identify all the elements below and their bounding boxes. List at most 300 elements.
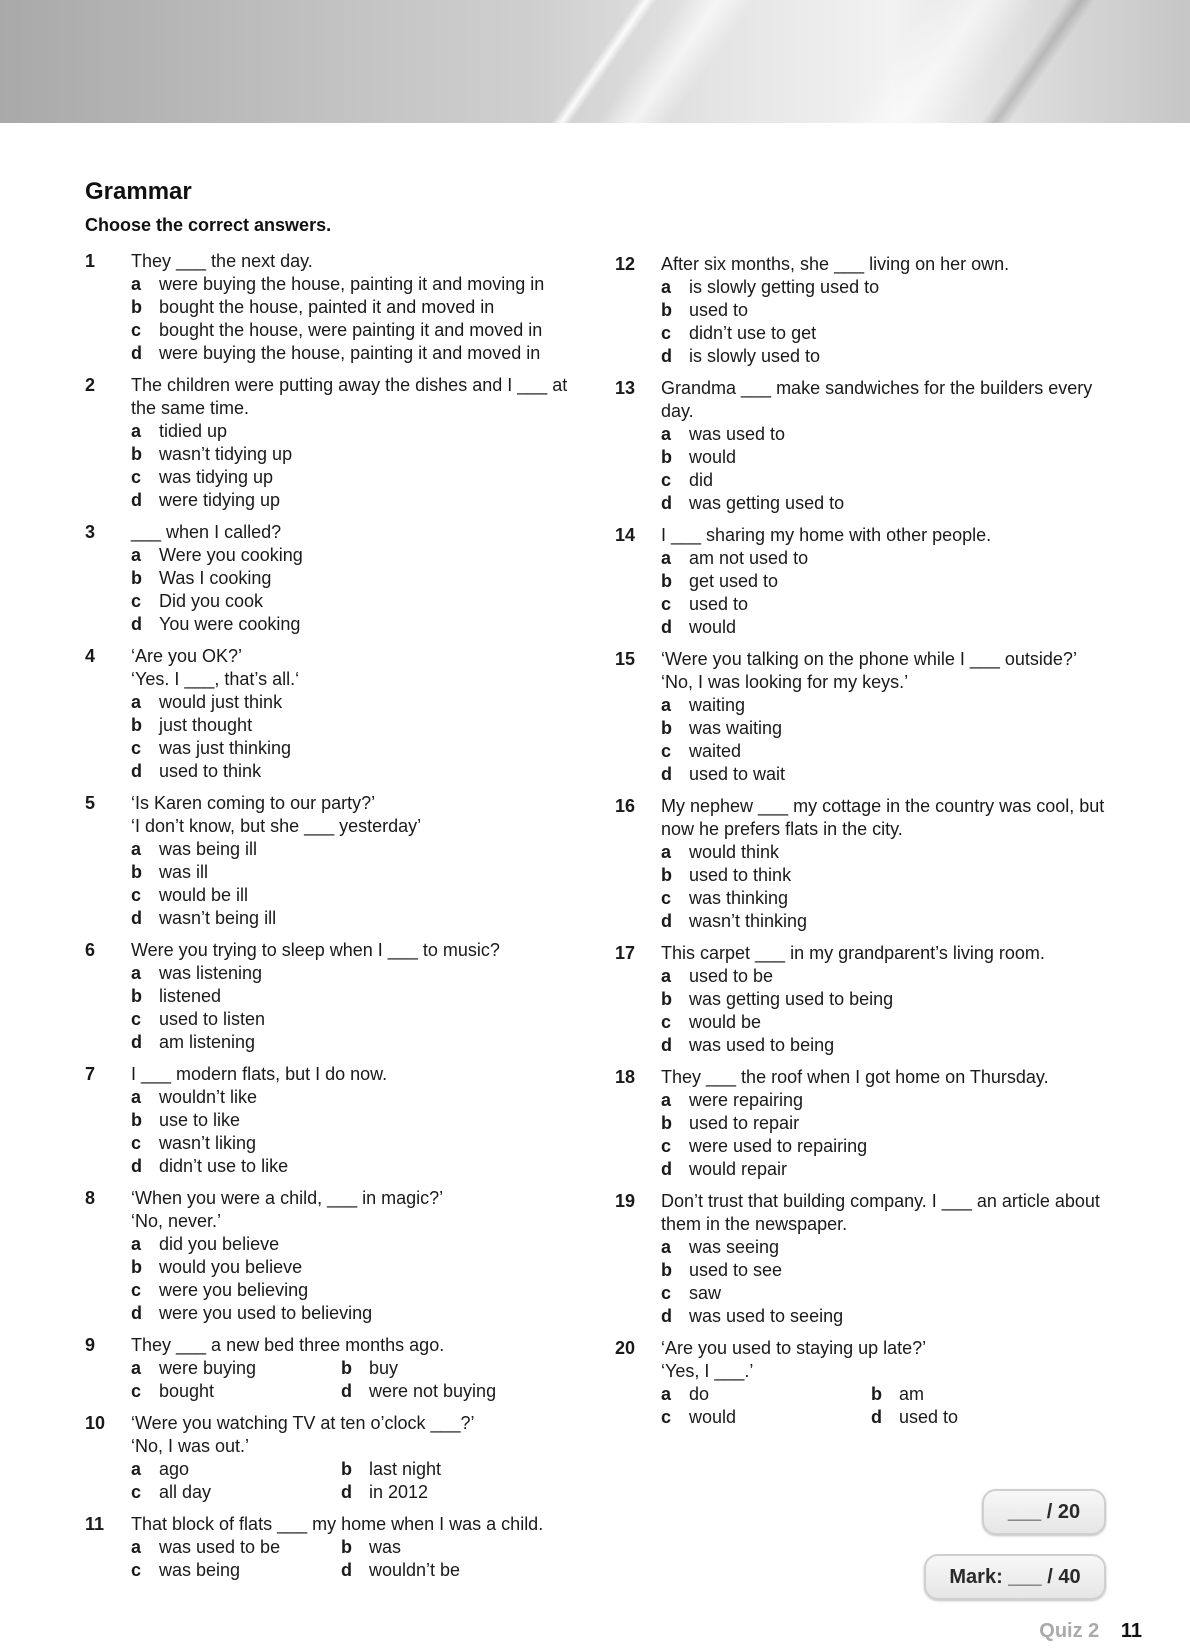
option-letter: b bbox=[661, 447, 672, 467]
question-number: 14 bbox=[615, 525, 636, 545]
answer-option[interactable] bbox=[131, 884, 585, 907]
option-letter: c bbox=[131, 885, 142, 905]
option-text: was getting used to bbox=[689, 493, 845, 513]
option-letter: a bbox=[131, 1537, 142, 1557]
option-letter: a bbox=[131, 692, 142, 712]
answer-option[interactable] bbox=[661, 446, 1115, 469]
option-text: is slowly used to bbox=[689, 346, 821, 366]
answer-option[interactable] bbox=[661, 593, 1115, 616]
answer-option[interactable] bbox=[131, 1086, 585, 1109]
answer-option[interactable] bbox=[131, 443, 585, 466]
option-letter: a bbox=[131, 1358, 142, 1378]
answer-option[interactable] bbox=[661, 1406, 871, 1429]
option-text: am not used to bbox=[689, 548, 809, 568]
answer-option[interactable] bbox=[661, 423, 1115, 446]
option-text: was being ill bbox=[159, 839, 258, 859]
option-text: saw bbox=[689, 1283, 722, 1303]
answer-option[interactable] bbox=[131, 1155, 585, 1178]
answer-option[interactable] bbox=[661, 492, 1115, 515]
option-text: was used to seeing bbox=[689, 1306, 844, 1326]
option-letter: d bbox=[661, 1159, 672, 1179]
option-letter: d bbox=[661, 346, 672, 366]
question-number: 16 bbox=[615, 796, 636, 816]
question bbox=[615, 1066, 1115, 1181]
option-text: wasn’t tidying up bbox=[159, 444, 293, 464]
answer-option[interactable] bbox=[661, 276, 1115, 299]
option-letter: c bbox=[661, 1012, 672, 1032]
option-text: tidied up bbox=[159, 421, 228, 441]
section-title: Grammar bbox=[85, 178, 192, 205]
option-letter: d bbox=[661, 617, 672, 637]
answer-option[interactable] bbox=[131, 319, 585, 342]
answer-option[interactable] bbox=[661, 299, 1115, 322]
option-text: would think bbox=[689, 842, 780, 862]
option-letter: c bbox=[131, 1482, 142, 1502]
option-text: listened bbox=[159, 986, 222, 1006]
option-letter: d bbox=[661, 493, 672, 513]
answer-option[interactable] bbox=[131, 1132, 585, 1155]
answer-option[interactable] bbox=[341, 1357, 551, 1380]
option-text: was tidying up bbox=[159, 467, 274, 487]
answer-option[interactable] bbox=[341, 1481, 551, 1504]
answer-option[interactable] bbox=[661, 1282, 1115, 1305]
option-letter: a bbox=[661, 695, 672, 715]
answer-option[interactable] bbox=[131, 544, 585, 567]
option-text: would bbox=[689, 447, 737, 467]
answer-option[interactable] bbox=[131, 613, 585, 636]
option-letter: a bbox=[661, 1237, 672, 1257]
answer-option[interactable] bbox=[661, 1305, 1115, 1328]
answer-option[interactable] bbox=[131, 760, 585, 783]
option-letter: a bbox=[661, 277, 672, 297]
option-text: was ill bbox=[159, 862, 209, 882]
question bbox=[85, 1063, 585, 1178]
option-text: was getting used to being bbox=[689, 989, 894, 1009]
option-text: would just think bbox=[159, 692, 283, 712]
option-text: were not buying bbox=[369, 1381, 497, 1401]
option-letter: a bbox=[131, 1087, 142, 1107]
question-text: I ___ modern flats, but I do now. bbox=[131, 1064, 388, 1084]
option-text: used to bbox=[899, 1407, 959, 1427]
option-text: were buying bbox=[159, 1358, 257, 1378]
page-number: 11 bbox=[1120, 1620, 1142, 1642]
option-letter: c bbox=[661, 741, 672, 761]
question bbox=[615, 942, 1115, 1057]
option-letter: d bbox=[131, 343, 142, 363]
option-text: used to think bbox=[689, 865, 792, 885]
option-letter: a bbox=[661, 966, 672, 986]
option-text: was used to bbox=[689, 424, 786, 444]
option-text: was waiting bbox=[689, 718, 783, 738]
option-text: bought bbox=[159, 1381, 215, 1401]
question-text: Grandma ___ make sandwiches for the builders every day. bbox=[661, 378, 1093, 421]
answer-option[interactable] bbox=[131, 342, 585, 365]
option-text: used to see bbox=[689, 1260, 783, 1280]
question bbox=[85, 250, 585, 365]
option-text: were repairing bbox=[689, 1090, 804, 1110]
answer-option[interactable] bbox=[131, 1302, 585, 1325]
answer-option[interactable] bbox=[131, 1233, 585, 1256]
option-letter: b bbox=[341, 1358, 352, 1378]
question-number: 12 bbox=[615, 254, 636, 274]
answer-option[interactable] bbox=[661, 1158, 1115, 1181]
answer-option[interactable] bbox=[871, 1406, 1081, 1429]
question bbox=[615, 524, 1115, 639]
answer-option[interactable] bbox=[341, 1536, 551, 1559]
option-letter: b bbox=[871, 1384, 882, 1404]
option-letter: d bbox=[131, 1303, 142, 1323]
answer-option[interactable] bbox=[131, 962, 585, 985]
quiz-label: Quiz 2 bbox=[1039, 1620, 1100, 1642]
option-letter: a bbox=[131, 421, 142, 441]
option-letter: a bbox=[131, 963, 142, 983]
option-letter: d bbox=[131, 1032, 142, 1052]
answer-option[interactable] bbox=[131, 1031, 585, 1054]
option-letter: d bbox=[131, 908, 142, 928]
question-number: 4 bbox=[85, 646, 96, 666]
question-text: ‘Were you watching TV at ten o’clock ___?’ bbox=[131, 1413, 475, 1433]
question-text: ‘Are you used to staying up late?’ bbox=[661, 1338, 927, 1358]
question bbox=[615, 253, 1115, 368]
option-letter: b bbox=[131, 862, 142, 882]
option-text: in 2012 bbox=[369, 1482, 429, 1502]
question bbox=[615, 1337, 1115, 1429]
option-text: didn’t use to like bbox=[159, 1156, 289, 1176]
option-text: used to listen bbox=[159, 1009, 266, 1029]
option-letter: c bbox=[131, 1280, 142, 1300]
answer-option[interactable] bbox=[131, 691, 585, 714]
option-letter: c bbox=[131, 738, 142, 758]
right-column bbox=[615, 253, 1115, 1438]
instruction: Choose the correct answers. bbox=[85, 215, 332, 235]
option-text: were used to repairing bbox=[689, 1136, 868, 1156]
option-letter: a bbox=[661, 424, 672, 444]
option-letter: c bbox=[131, 1560, 142, 1580]
answer-option[interactable] bbox=[131, 1279, 585, 1302]
option-letter: a bbox=[661, 842, 672, 862]
option-text: used to wait bbox=[689, 764, 786, 784]
question-text: ‘Are you OK?’ bbox=[131, 646, 243, 666]
answer-option[interactable] bbox=[131, 1481, 341, 1504]
option-letter: c bbox=[131, 320, 142, 340]
option-text: was used to be bbox=[159, 1537, 281, 1557]
option-text: wasn’t thinking bbox=[689, 911, 808, 931]
answer-option[interactable] bbox=[871, 1383, 1081, 1406]
answer-option[interactable] bbox=[661, 1383, 871, 1406]
answer-option[interactable] bbox=[661, 694, 1115, 717]
answer-option[interactable] bbox=[661, 322, 1115, 345]
option-letter: c bbox=[661, 1407, 672, 1427]
answer-option[interactable] bbox=[131, 1357, 341, 1380]
question-text: This carpet ___ in my grandparent’s living room. bbox=[661, 943, 1045, 963]
answer-option[interactable] bbox=[131, 1458, 341, 1481]
answer-option[interactable] bbox=[131, 714, 585, 737]
option-letter: d bbox=[661, 1035, 672, 1055]
question-text: After six months, she ___ living on her own. bbox=[661, 254, 1010, 274]
option-text: use to like bbox=[159, 1110, 241, 1130]
option-letter: c bbox=[661, 1283, 672, 1303]
section-score-box: ___ / 20 bbox=[982, 1489, 1106, 1535]
answer-option[interactable] bbox=[131, 907, 585, 930]
answer-option[interactable] bbox=[131, 466, 585, 489]
answer-option[interactable] bbox=[661, 988, 1115, 1011]
option-text: was seeing bbox=[689, 1237, 780, 1257]
question bbox=[615, 1190, 1115, 1328]
question-number: 8 bbox=[85, 1188, 96, 1208]
option-letter: a bbox=[131, 1234, 142, 1254]
answer-option[interactable] bbox=[661, 1236, 1115, 1259]
question-number: 13 bbox=[615, 378, 636, 398]
answer-option[interactable] bbox=[131, 420, 585, 443]
option-letter: a bbox=[131, 274, 142, 294]
option-text: Were you cooking bbox=[159, 545, 303, 565]
option-letter: b bbox=[131, 715, 142, 735]
question-text: ‘When you were a child, ___ in magic?’ bbox=[131, 1188, 444, 1208]
option-text: were you believing bbox=[159, 1280, 309, 1300]
option-text: was used to being bbox=[689, 1035, 835, 1055]
option-text: used to repair bbox=[689, 1113, 800, 1133]
option-text: waiting bbox=[689, 695, 746, 715]
answer-option[interactable] bbox=[661, 1259, 1115, 1282]
option-text: Was I cooking bbox=[159, 568, 272, 588]
option-text: last night bbox=[369, 1459, 442, 1479]
question-number: 19 bbox=[615, 1191, 636, 1211]
answer-option[interactable] bbox=[131, 567, 585, 590]
answer-option[interactable] bbox=[131, 838, 585, 861]
option-text: would bbox=[689, 617, 737, 637]
option-text: do bbox=[689, 1384, 710, 1404]
option-text: would you believe bbox=[159, 1257, 303, 1277]
question bbox=[85, 374, 585, 512]
question-text: ‘Were you talking on the phone while I ___ outside?’ bbox=[661, 649, 1077, 669]
option-text: is slowly getting used to bbox=[689, 277, 880, 297]
question bbox=[85, 939, 585, 1054]
answer-option[interactable] bbox=[661, 740, 1115, 763]
answer-option[interactable] bbox=[131, 985, 585, 1008]
answer-option[interactable] bbox=[661, 1112, 1115, 1135]
option-letter: b bbox=[661, 1260, 672, 1280]
option-letter: b bbox=[661, 300, 672, 320]
option-letter: c bbox=[131, 1009, 142, 1029]
answer-option[interactable] bbox=[131, 1559, 341, 1582]
option-text: were buying the house, painting it and moved in bbox=[159, 343, 541, 363]
option-text: wouldn’t like bbox=[159, 1087, 258, 1107]
option-text: would bbox=[689, 1407, 737, 1427]
option-text: did bbox=[689, 470, 714, 490]
question bbox=[85, 1187, 585, 1325]
option-letter: c bbox=[661, 888, 672, 908]
question-number: 6 bbox=[85, 940, 96, 960]
option-letter: c bbox=[661, 594, 672, 614]
question-text: My nephew ___ my cottage in the country was cool, but now he prefers flats in the city. bbox=[661, 796, 1105, 839]
question-number: 18 bbox=[615, 1067, 636, 1087]
option-text: Did you cook bbox=[159, 591, 264, 611]
option-letter: d bbox=[341, 1482, 352, 1502]
option-text: was being bbox=[159, 1560, 241, 1580]
answer-option[interactable] bbox=[131, 1380, 341, 1403]
question-number: 5 bbox=[85, 793, 96, 813]
question bbox=[615, 377, 1115, 515]
option-text: bought the house, were painting it and moved in bbox=[159, 320, 543, 340]
answer-option[interactable] bbox=[661, 469, 1115, 492]
option-text: would be ill bbox=[159, 885, 249, 905]
question-number: 15 bbox=[615, 649, 636, 669]
answer-option[interactable] bbox=[661, 345, 1115, 368]
question-number: 9 bbox=[85, 1335, 96, 1355]
option-text: did you believe bbox=[159, 1234, 280, 1254]
option-text: am bbox=[899, 1384, 925, 1404]
option-letter: b bbox=[661, 1113, 672, 1133]
option-text: get used to bbox=[689, 571, 779, 591]
option-letter: b bbox=[131, 568, 142, 588]
question-number: 2 bbox=[85, 375, 96, 395]
option-letter: b bbox=[131, 297, 142, 317]
option-letter: d bbox=[131, 1156, 142, 1176]
question-number: 17 bbox=[615, 943, 636, 963]
question-text-line2: ‘Yes, I ___.’ bbox=[661, 1361, 754, 1381]
question-text-line2: ‘No, I was looking for my keys.’ bbox=[661, 672, 909, 692]
question-number: 10 bbox=[85, 1413, 106, 1433]
option-letter: c bbox=[131, 1381, 142, 1401]
option-letter: a bbox=[661, 548, 672, 568]
question-text: Don’t trust that building company. I ___ an article about them in the newspaper. bbox=[661, 1191, 1100, 1234]
question-number: 20 bbox=[615, 1338, 636, 1358]
answer-option[interactable] bbox=[131, 1008, 585, 1031]
option-letter: b bbox=[661, 571, 672, 591]
option-text: was just thinking bbox=[159, 738, 292, 758]
option-text: just thought bbox=[159, 715, 253, 735]
option-text: used to be bbox=[689, 966, 774, 986]
option-letter: a bbox=[661, 1090, 672, 1110]
answer-option[interactable] bbox=[131, 1536, 341, 1559]
option-letter: d bbox=[661, 764, 672, 784]
answer-option[interactable] bbox=[661, 763, 1115, 786]
answer-option[interactable] bbox=[341, 1380, 551, 1403]
answer-option[interactable] bbox=[131, 296, 585, 319]
option-text: were tidying up bbox=[159, 490, 281, 510]
option-text: used to think bbox=[159, 761, 262, 781]
question bbox=[85, 1412, 585, 1504]
option-text: used to bbox=[689, 300, 749, 320]
option-text: were buying the house, painting it and moving in bbox=[159, 274, 545, 294]
question-number: 1 bbox=[85, 251, 96, 271]
option-text: was thinking bbox=[689, 888, 789, 908]
question-text: That block of flats ___ my home when I was a child. bbox=[131, 1514, 544, 1534]
option-letter: c bbox=[131, 591, 142, 611]
answer-option[interactable] bbox=[661, 1034, 1115, 1057]
answer-option[interactable] bbox=[661, 841, 1115, 864]
answer-option[interactable] bbox=[131, 590, 585, 613]
answer-option[interactable] bbox=[661, 570, 1115, 593]
answer-option[interactable] bbox=[661, 616, 1115, 639]
answer-option[interactable] bbox=[661, 1011, 1115, 1034]
option-letter: b bbox=[341, 1459, 352, 1479]
question-text: They ___ the next day. bbox=[131, 251, 313, 271]
option-letter: d bbox=[131, 761, 142, 781]
option-letter: b bbox=[131, 1257, 142, 1277]
option-letter: d bbox=[341, 1560, 352, 1580]
option-text: am listening bbox=[159, 1032, 256, 1052]
question-text: ___ when I called? bbox=[131, 522, 282, 542]
answer-option[interactable] bbox=[131, 737, 585, 760]
total-mark-box: Mark: ___ / 40 bbox=[924, 1554, 1106, 1600]
option-letter: b bbox=[661, 989, 672, 1009]
option-text: would repair bbox=[689, 1159, 788, 1179]
answer-option[interactable] bbox=[661, 717, 1115, 740]
option-letter: b bbox=[341, 1537, 352, 1557]
option-text: would be bbox=[689, 1012, 762, 1032]
answer-option[interactable] bbox=[341, 1458, 551, 1481]
answer-option[interactable] bbox=[131, 1256, 585, 1279]
option-letter: b bbox=[131, 1110, 142, 1130]
question-text: I ___ sharing my home with other people. bbox=[661, 525, 992, 545]
option-text: didn’t use to get bbox=[689, 323, 817, 343]
option-letter: b bbox=[131, 444, 142, 464]
option-letter: c bbox=[131, 1133, 142, 1153]
option-letter: d bbox=[661, 1306, 672, 1326]
answer-option[interactable] bbox=[661, 547, 1115, 570]
option-text: bought the house, painted it and moved in bbox=[159, 297, 495, 317]
question-number: 11 bbox=[85, 1514, 105, 1534]
question-text: The children were putting away the dishes and I ___ at the same time. bbox=[131, 375, 568, 418]
answer-option[interactable] bbox=[341, 1559, 551, 1582]
answer-option[interactable] bbox=[131, 1109, 585, 1132]
answer-option[interactable] bbox=[661, 887, 1115, 910]
option-letter: d bbox=[131, 490, 142, 510]
question bbox=[615, 795, 1115, 933]
option-letter: b bbox=[661, 718, 672, 738]
question bbox=[85, 792, 585, 930]
option-text: wasn’t being ill bbox=[159, 908, 277, 928]
option-text: buy bbox=[369, 1358, 399, 1378]
option-text: ago bbox=[159, 1459, 190, 1479]
question-number: 3 bbox=[85, 522, 96, 542]
question-text-line2: ‘No, never.’ bbox=[131, 1211, 222, 1231]
option-text: wouldn’t be bbox=[369, 1560, 461, 1580]
option-letter: a bbox=[131, 545, 142, 565]
answer-option[interactable] bbox=[661, 1089, 1115, 1112]
header-banner-image bbox=[0, 0, 1190, 123]
option-text: were you used to believing bbox=[159, 1303, 373, 1323]
answer-option[interactable] bbox=[661, 965, 1115, 988]
option-letter: b bbox=[131, 986, 142, 1006]
answer-option[interactable] bbox=[131, 489, 585, 512]
option-text: all day bbox=[159, 1482, 212, 1502]
option-text: You were cooking bbox=[159, 614, 301, 634]
option-text: was listening bbox=[159, 963, 263, 983]
answer-option[interactable] bbox=[131, 861, 585, 884]
option-letter: a bbox=[661, 1384, 672, 1404]
question-text: They ___ a new bed three months ago. bbox=[131, 1335, 445, 1355]
answer-option[interactable] bbox=[661, 1135, 1115, 1158]
question bbox=[85, 521, 585, 636]
option-letter: d bbox=[871, 1407, 882, 1427]
question-text-line2: ‘No, I was out.’ bbox=[131, 1436, 250, 1456]
question bbox=[85, 1334, 585, 1403]
answer-option[interactable] bbox=[661, 910, 1115, 933]
question bbox=[85, 1513, 585, 1582]
question-number: 7 bbox=[85, 1064, 96, 1084]
page-footer bbox=[1039, 1620, 1142, 1643]
option-letter: d bbox=[661, 911, 672, 931]
option-text: used to bbox=[689, 594, 749, 614]
option-letter: c bbox=[131, 467, 142, 487]
option-letter: c bbox=[661, 470, 672, 490]
answer-option[interactable] bbox=[131, 273, 585, 296]
question bbox=[615, 648, 1115, 786]
option-text: waited bbox=[689, 741, 742, 761]
answer-option[interactable] bbox=[661, 864, 1115, 887]
